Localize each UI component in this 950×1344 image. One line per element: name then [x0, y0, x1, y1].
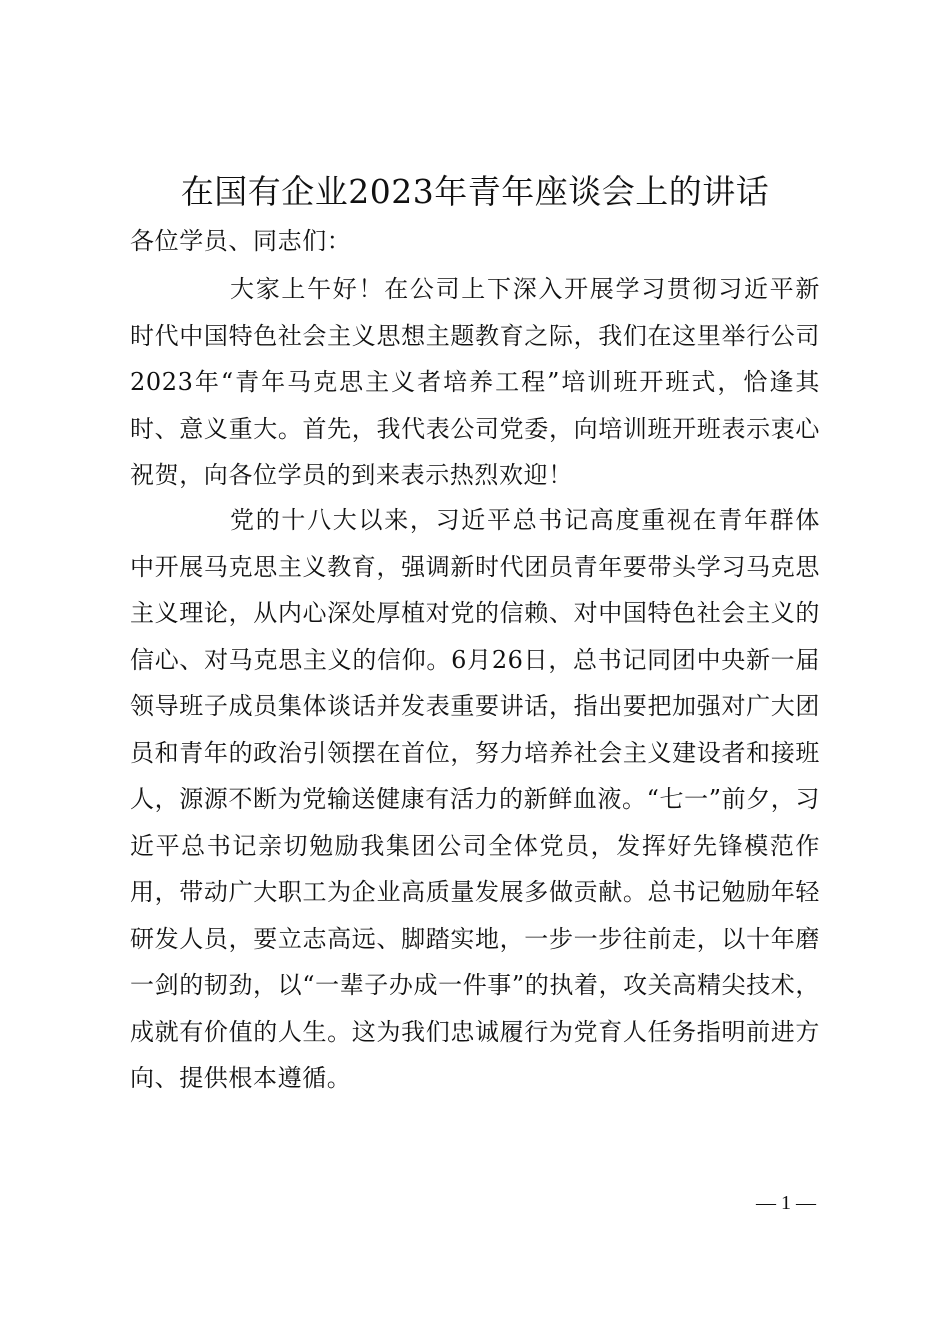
page-number: — 1 —	[756, 1192, 816, 1214]
salutation: 各位学员、同志们：	[130, 227, 352, 255]
paragraph-background: 党的十八大以来，习近平总书记高度重视在青年群体中开展马克思主义教育，强调新时代团员青年要带头学习马克思主义理论，从内心深处厚植对党的信赖、对中国特色社会主义的信心、对马克思主义的信仰。6月26日，总书记同团中央新一届领导班子成员集体谈话并发表重要讲话，指出要把加强对广大团员和青年的政治引领摆在首位，努力培养社会主义建设者和接班人，源源不断为党输送健康有活力的新鲜血液。“七一”前夕，习近平总书记亲切勉励我集团公司全体党员，发挥好先锋模范作用，带动广大职工为企业高质量发展多做贡献。总书记勉励年轻研发人员，要立志高远、脚踏实地，一步一步往前走，以十年磨一剑的韧劲，以“一辈子办成一件事”的执着，攻关高精尖技术，成就有价值的人生。这为我们忠诚履行为党育人任务指明前进方向、提供根本遵循。	[130, 506, 820, 1092]
document-title: 在国有企业2023年青年座谈会上的讲话	[180, 172, 770, 211]
paragraph-greeting: 大家上午好！在公司上下深入开展学习贯彻习近平新时代中国特色社会主义思想主题教育之际，我们在这里举行公司2023年“青年马克思主义者培养工程”培训班开班式，恰逢其时、意义重大。首先，我代表公司党委，向培训班开班表示衷心祝贺，向各位学员的到来表示热烈欢迎！	[130, 275, 820, 489]
